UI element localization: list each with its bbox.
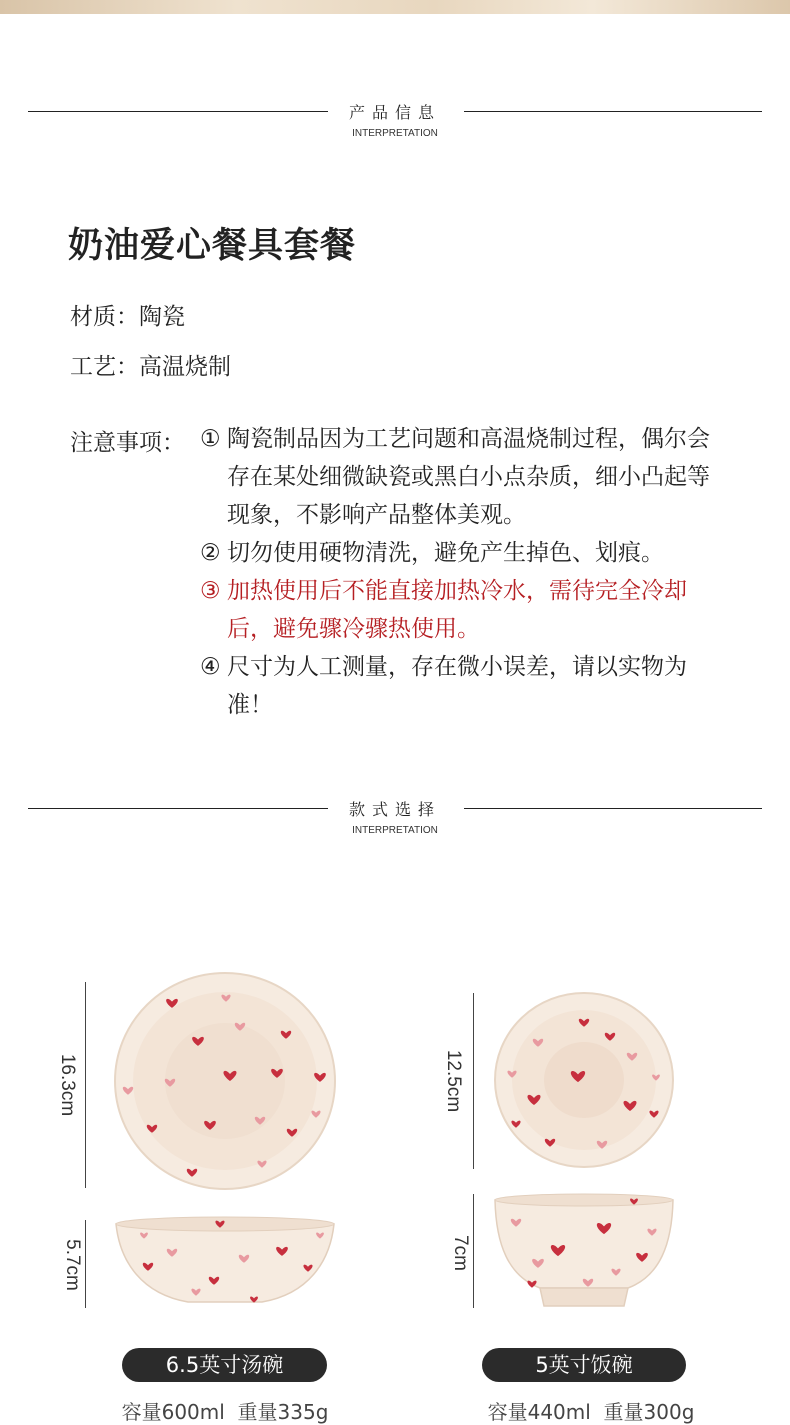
note-text: 陶瓷制品因为工艺问题和高温烧制过程，偶尔会存在某处细微缺瓷或黑白小点杂质，细小凸起等现象，不影响产品整体美观。	[227, 426, 710, 528]
section-header-styles	[0, 797, 790, 841]
rice-bowl-top-view	[492, 990, 676, 1170]
product-name-pill[interactable]: 6.5英寸汤碗	[122, 1348, 327, 1382]
material-spec: 材质：陶瓷	[70, 304, 185, 330]
note-item	[200, 648, 710, 724]
height-label: 5.7cm	[61, 1239, 83, 1291]
top-photo-strip	[0, 0, 790, 14]
note-item	[200, 534, 710, 572]
section-title: 款式选择	[348, 800, 441, 819]
diameter-dimension-line	[85, 982, 86, 1188]
craft-spec: 工艺：高温烧制	[70, 354, 231, 380]
section-subtitle: INTERPRETATION	[352, 128, 438, 139]
rice-bowl-side-view	[492, 1192, 676, 1312]
weight: 重量335g	[237, 1400, 329, 1424]
product-name-pill[interactable]: 5英寸饭碗	[482, 1348, 686, 1382]
soup-bowl-top-view	[112, 970, 338, 1192]
divider-right	[464, 808, 762, 809]
product-name: 奶油爱心餐具套餐	[68, 226, 357, 266]
weight: 重量300g	[603, 1400, 695, 1424]
soup-bowl-side-view	[112, 1214, 338, 1310]
divider-right	[464, 111, 762, 112]
note-number: ①	[200, 426, 221, 452]
product-specs	[100, 1396, 350, 1425]
notes-label: 注意事项：	[70, 430, 185, 456]
note-text: 尺寸为人工测量，存在微小误差，请以实物为准！	[227, 654, 687, 718]
note-item	[200, 420, 710, 534]
capacity: 容量600ml	[121, 1400, 225, 1424]
note-item-warning	[200, 572, 710, 648]
diameter-dimension-line	[473, 993, 474, 1169]
capacity: 容量440ml	[487, 1400, 591, 1424]
diameter-label: 16.3cm	[57, 1053, 79, 1117]
product-specs	[466, 1396, 716, 1425]
notes-list	[200, 420, 710, 724]
section-title: 产品信息	[348, 103, 441, 122]
note-number: ④	[200, 654, 221, 680]
height-dimension-line	[85, 1220, 86, 1308]
note-text: 切勿使用硬物清洗，避免产生掉色、划痕。	[227, 540, 664, 566]
note-text: 加热使用后不能直接加热冷水，需待完全冷却后，避免骤冷骤热使用。	[227, 578, 687, 642]
diameter-label: 12.5cm	[443, 1049, 465, 1113]
note-number: ②	[200, 540, 221, 566]
section-subtitle: INTERPRETATION	[352, 825, 438, 836]
height-dimension-line	[473, 1194, 474, 1308]
height-label: 7cm	[449, 1235, 471, 1271]
note-number: ③	[200, 578, 221, 604]
section-header-info	[0, 100, 790, 144]
